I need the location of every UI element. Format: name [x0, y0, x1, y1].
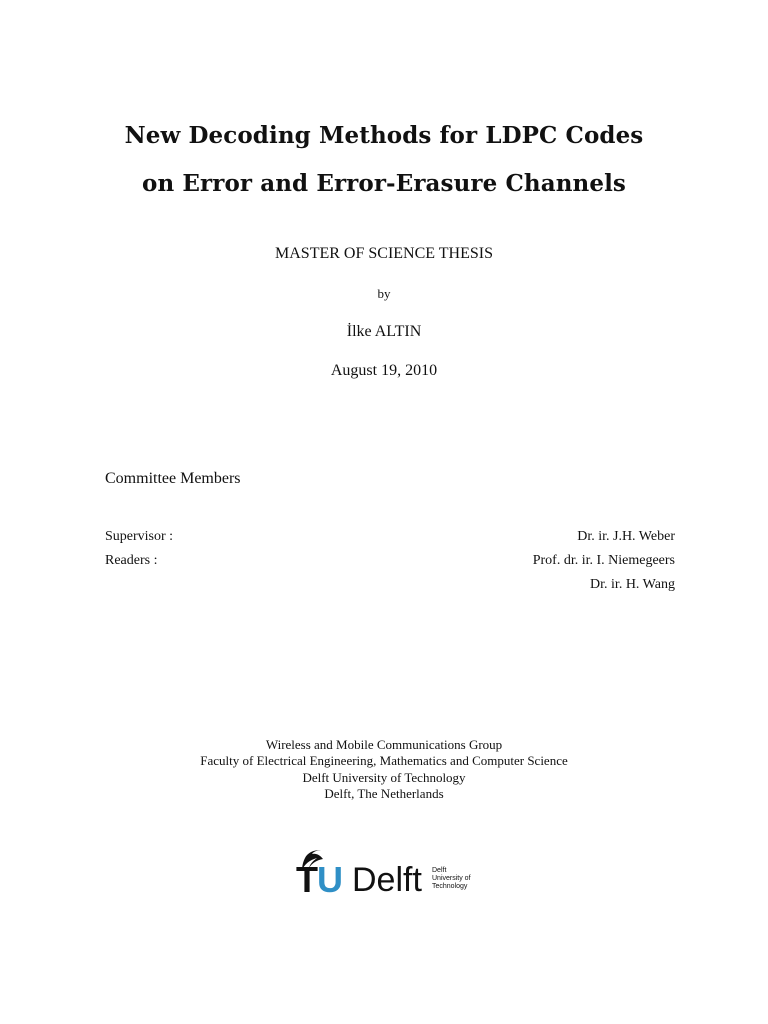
- committee-role: Readers :: [105, 553, 158, 568]
- thesis-title-line-1: New Decoding Methods for LDPC Codes: [124, 122, 644, 149]
- logo-sub-line: University of: [432, 875, 471, 882]
- affiliation-location: Delft, The Netherlands: [324, 786, 444, 801]
- logo-sub-line: Technology: [432, 883, 468, 890]
- logo-university-text: [432, 867, 471, 891]
- logo-tu-wordmark: [296, 859, 342, 900]
- committee-member-name: Dr. ir. J.H. Weber: [577, 529, 675, 544]
- logo-delft-wordmark: Delft: [352, 861, 422, 899]
- degree-subtitle: MASTER OF SCIENCE THESIS: [275, 245, 493, 262]
- thesis-date: August 19, 2010: [330, 362, 438, 379]
- logo-sub-line: Delft: [432, 867, 447, 874]
- committee-role: Supervisor :: [105, 529, 174, 544]
- affiliation-university: Delft University of Technology: [302, 770, 466, 785]
- committee-heading: Committee Members: [105, 470, 241, 487]
- committee-member-name: Dr. ir. H. Wang: [590, 577, 675, 592]
- tu-delft-logo: [296, 850, 486, 902]
- committee-member-name: Prof. dr. ir. I. Niemegeers: [532, 553, 675, 568]
- affiliation-faculty: Faculty of Electrical Engineering, Mathematics and Computer Science: [200, 753, 568, 768]
- logo-letter-t: T: [296, 859, 317, 900]
- author-name: İlke ALTIN: [346, 323, 422, 340]
- thesis-title-line-2: on Error and Error-Erasure Channels: [142, 170, 626, 197]
- by-label: by: [377, 286, 391, 301]
- logo-letter-u: U: [317, 859, 342, 900]
- affiliation-group: Wireless and Mobile Communications Group: [265, 737, 503, 752]
